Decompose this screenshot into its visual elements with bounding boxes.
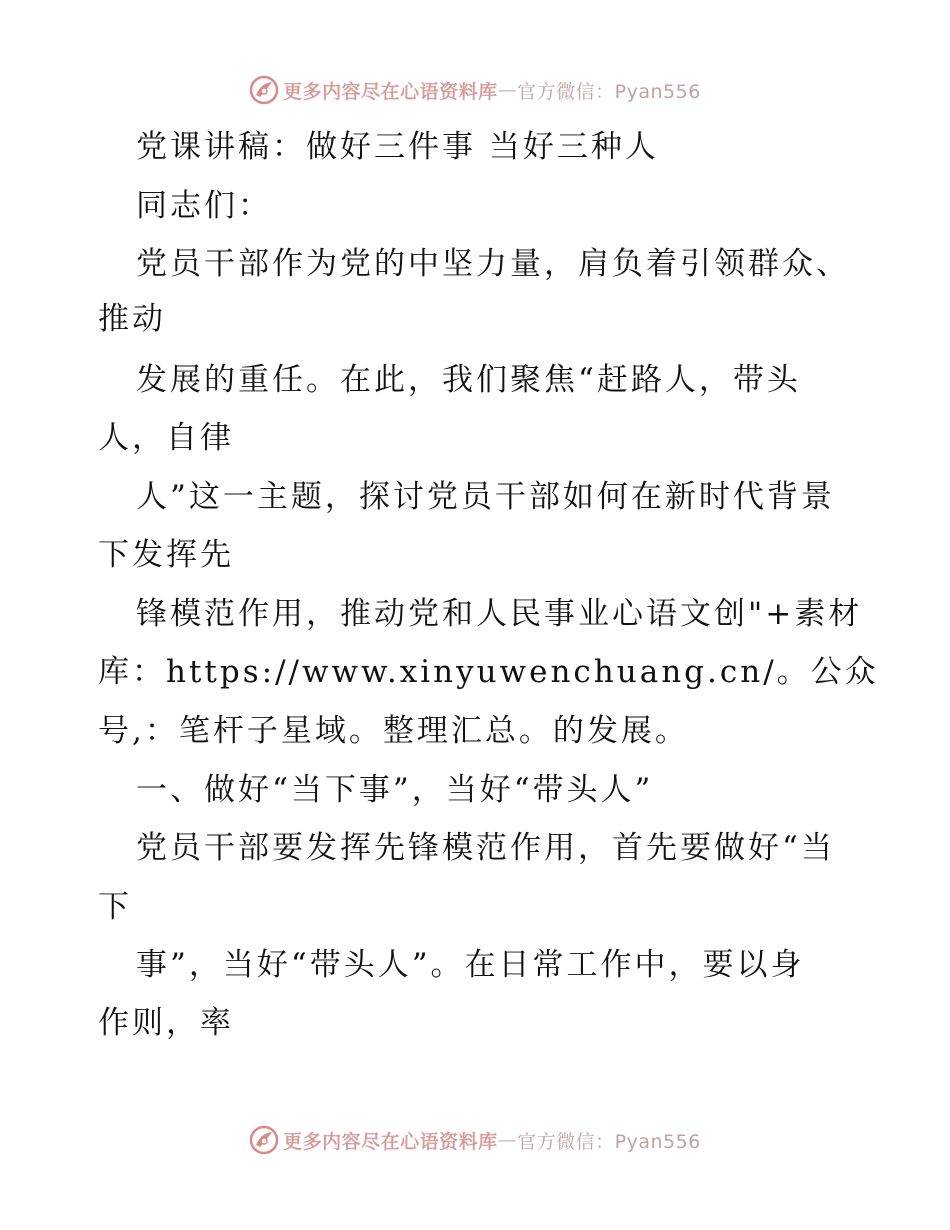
paragraph-line: 人”这一主题，探讨党员干部如何在新时代背景 [136,479,835,515]
watermark-sub-text: 官方微信：Pyan556 [517,1130,701,1153]
paragraph-line: 党员干部作为党的中坚力量，肩负着引领群众、 [136,246,850,282]
paragraph-line: 锋模范作用，推动党和人民事业心语文创"+素材 [136,596,863,632]
watermark-dash: — [497,79,518,101]
paragraph-line: 作则，率 [98,1005,234,1041]
paragraph-line: 号,：笔杆子星域。整理汇总。的发展。 [98,713,689,749]
paragraph-line: 库：https://www.xinyuwenchuang.cn/。公众 [98,654,879,690]
paragraph-line: 推动 [98,301,166,337]
paragraph-line: 党员干部要发挥先锋模范作用，首先要做好“当 [136,830,835,866]
section-heading: 一、做好“当下事”，当好“带头人” [136,772,654,808]
watermark-logo-icon [249,75,279,105]
watermark-sub-text: 官方微信：Pyan556 [517,80,701,103]
document-title: 党课讲稿：做好三件事 当好三种人 [136,129,659,165]
watermark-main-text: 更多内容尽在心语资料库 [283,1130,498,1153]
header-watermark [0,70,950,110]
watermark-dash: — [497,1129,518,1151]
footer-watermark [0,1120,950,1160]
watermark-logo-icon [249,1125,279,1155]
paragraph-line: 人，自律 [98,420,234,456]
watermark-main-text: 更多内容尽在心语资料库 [283,80,498,103]
paragraph-line: 下 [98,889,132,925]
salutation: 同志们： [136,188,272,224]
paragraph-line: 下发挥先 [98,537,234,573]
paragraph-line: 事”，当好“带头人”。在日常工作中，要以身 [136,947,805,983]
paragraph-line: 发展的重任。在此，我们聚焦“赶路人，带头 [136,362,801,398]
